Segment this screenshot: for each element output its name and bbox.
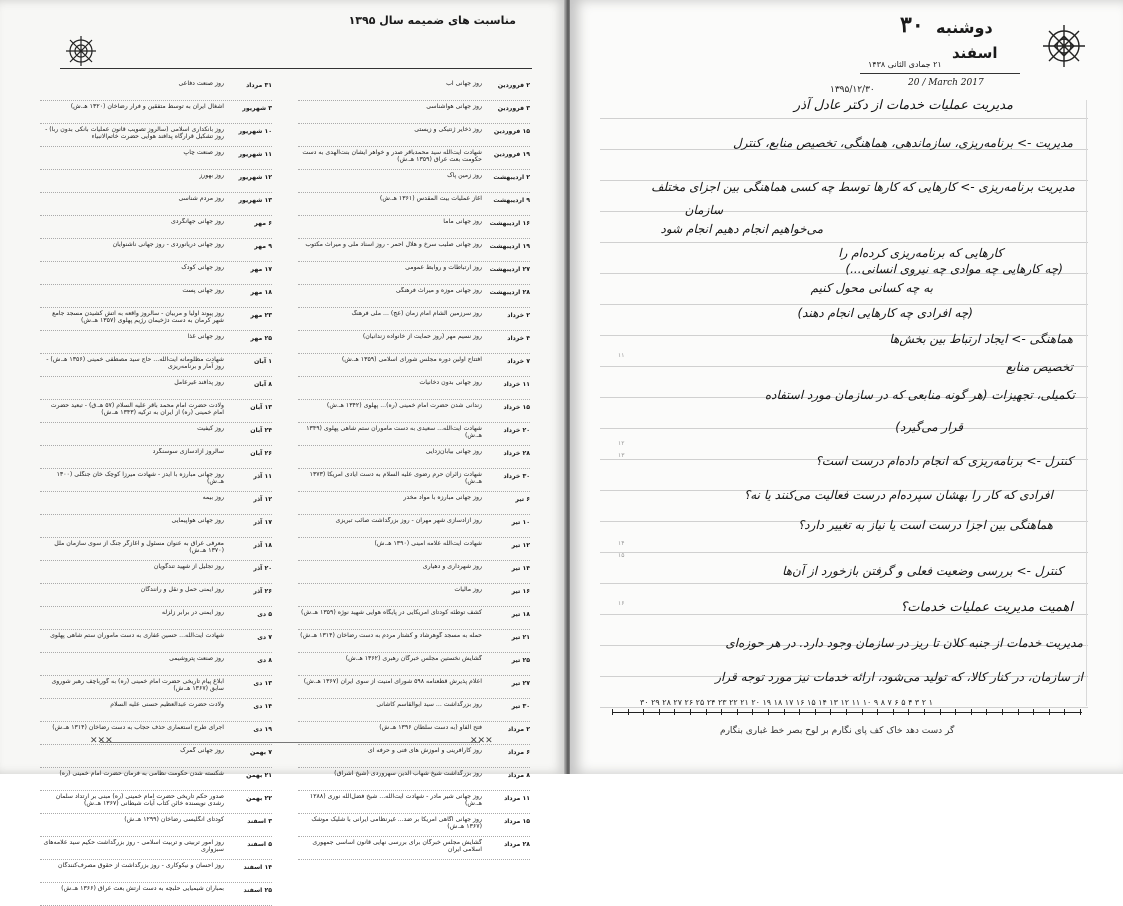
occasion-row <box>40 630 272 653</box>
handwritten-line: (چه افرادی چه کارهایی انجام دهند) <box>797 306 973 320</box>
occasion-row <box>40 170 272 193</box>
scale-tick <box>862 709 863 715</box>
ruled-line <box>600 552 1088 553</box>
occasion-title: شهادت آیت‌الله... حسین غفاری به دست مأموران ستم شاهی پهلوی <box>50 632 224 639</box>
occasion-date: ۷ دی <box>257 634 272 641</box>
handwritten-line: (چه کارهایی چه موادی چه نیروی انسانی...) <box>845 262 1063 276</box>
occasion-date: ۲۱ بهمن <box>246 772 272 779</box>
scale-tick <box>955 709 956 715</box>
occasion-row <box>40 676 272 699</box>
line-marker: ۱۱ <box>618 352 625 359</box>
occasion-row <box>298 676 530 699</box>
scale-tick <box>737 709 738 715</box>
occasion-title: روز جهانی دریانوردی - روز جهانی ناشنوایان <box>112 241 224 248</box>
handwritten-line: مدیریت خدمات از جنبه کلان تا ریز در سازمان وجود دارد. در هر حوزه‌ای <box>725 636 1083 650</box>
ornament-icon <box>64 34 98 68</box>
occasion-row <box>40 768 272 791</box>
handwritten-line: قرار می‌گیرد) <box>895 420 963 434</box>
handwritten-line: تکمیلی، تجهیزات (هر گونه منابعی که در سازمان مورد استفاده <box>764 388 1075 402</box>
occasion-date: ۳۰ تیر <box>511 703 530 710</box>
line-marker: ۱۲ <box>618 440 625 447</box>
ruled-line <box>600 428 1088 429</box>
occasion-date: ۱۷ مهر <box>250 266 272 273</box>
occasion-title: ولادت حضرت امام محمد باقر علیه السلام (۵۷ هـ.ق) - تبعید حضرت امام خمینی (ره) از ایران به ترکیه (۱۳۴۳ هـ.ش) <box>50 402 224 417</box>
occasion-date: ۷ بهمن <box>249 749 272 756</box>
occasion-row <box>298 216 530 239</box>
occasion-row <box>40 239 272 262</box>
handwritten-line: مدیریت عملیات خدمات از دکتر عادل آذر <box>793 98 1013 113</box>
occasion-date: ۲۳ مهر <box>250 312 272 319</box>
occasion-title: روز بانکداری اسلامی (سالروز تصویب قانون عملیات بانکی بدون ربا) - روز تشکیل قرارگاه پدافند هوایی حضرت خاتم‌الانبیاء <box>45 126 224 141</box>
scale-tick <box>971 709 972 715</box>
occasion-title: شهادت زائران حرم رضوی علیه السلام به دست ایادی آمریکا (۱۳۷۳ هـ.ش) <box>309 471 482 486</box>
occasion-title: روز جهانی هواشناسی <box>426 103 482 110</box>
occasion-title: روز پدافند غیرعامل <box>174 379 224 386</box>
handwritten-line: از سازمان، در کنار کالا، که تولید می‌شود، ارائه خدمات نیز مورد توجه قرار <box>715 670 1083 684</box>
occasion-date: ۱۰ شهریور <box>238 128 272 135</box>
line-marker: ۱۳ <box>618 452 625 459</box>
occasion-title: روز جهانی جهانگردی <box>170 218 224 225</box>
ruled-line <box>600 211 1088 212</box>
occasion-date: ۱۰ تیر <box>511 519 530 526</box>
occasion-date: ۲۵ تیر <box>511 657 530 664</box>
occasion-date: ۱۷ آذر <box>253 519 272 526</box>
occasion-title: کودتای انگلیسی رضاخان (۱۲۹۹ هـ.ش) <box>124 816 224 823</box>
occasion-date: ۱۵ خرداد <box>503 404 530 411</box>
occasion-title: روز جهانی مبارزه با ایدز - شهادت میرزا کوچک خان جنگلی (۱۳۰۰ هـ.ش) <box>56 471 224 486</box>
occasion-row <box>298 630 530 653</box>
occasion-row <box>298 837 530 860</box>
occasion-row <box>40 423 272 446</box>
occasion-title: روز مردم شناسی <box>178 195 224 202</box>
occasion-title: روز جهانی مبارزه با مواد مخدر <box>403 494 482 501</box>
handwritten-line: هماهنگی -> ایجاد ارتباط بین بخش‌ها <box>889 332 1073 346</box>
occasion-date: ۲ خرداد <box>507 312 530 319</box>
handwritten-line: کنترل -> بررسی وضعیت فعلی و گرفتن بازخورد از آن‌ها <box>782 564 1063 578</box>
scale-tick <box>721 709 722 715</box>
occasion-date: ۲ فروردین <box>497 82 530 89</box>
occasion-title: روز جهانی صلیب سرخ و هلال احمر - روز اسناد ملی و میراث مکتوب <box>305 241 482 248</box>
occasion-date: ۱۵ فروردین <box>493 128 530 135</box>
scale-tick <box>784 709 785 715</box>
header-rule <box>60 68 532 69</box>
occasion-row <box>40 308 272 331</box>
occasion-title: روز بزرگداشت ... سید ابوالقاسم کاشانی <box>376 701 482 708</box>
occasion-row <box>298 699 530 722</box>
occasion-title: روز بیمه <box>202 494 224 501</box>
scale-tick <box>908 709 909 715</box>
occasion-row <box>40 699 272 722</box>
occasion-date: ۲۷ تیر <box>511 680 530 687</box>
occasion-row <box>40 653 272 676</box>
occasion-title: روز تجلیل از شهید تندگویان <box>153 563 224 570</box>
handwritten-line: کارهایی که برنامه‌ریزی کرده‌ام را <box>838 246 1003 260</box>
handwritten-line: افرادی که کار را بهشان سپرده‌ام درست فعالیت می‌کنند یا نه؟ <box>743 488 1053 502</box>
occasion-date: ۲۱ تیر <box>511 634 530 641</box>
scale-tick <box>1049 709 1050 715</box>
occasion-row <box>298 308 530 331</box>
occasion-title: گشایش نخستین مجلس خبرگان رهبری (۱۳۶۲ هـ.ش) <box>345 655 482 662</box>
occasion-row <box>40 446 272 469</box>
occasion-row <box>40 193 272 216</box>
ruled-line <box>600 707 1088 708</box>
occasion-date: ۲۰ خرداد <box>503 427 530 434</box>
occasion-title: آغاز عملیات بیت المقدس (۱۳۶۱ هـ.ش) <box>379 195 482 202</box>
occasion-row <box>298 193 530 216</box>
ruled-line <box>600 583 1088 584</box>
occasion-date: ۲۴ آبان <box>250 427 272 434</box>
occasion-row <box>40 147 272 170</box>
occasion-title: روز مالیات <box>454 586 482 593</box>
month: اسفند <box>952 44 998 62</box>
occasion-date: ۱۹ دی <box>253 726 272 733</box>
occasion-title: روز جهانی گمرک <box>180 747 224 754</box>
occasion-date: ۶ مرداد <box>507 749 530 756</box>
occasion-date: ۱۸ آذر <box>253 542 272 549</box>
occasion-title: کشف توطئه کودتای آمریکایی در پایگاه هوایی شهید نوژه (۱۳۵۹ هـ.ش) <box>301 609 482 616</box>
occasion-title: بمباران شیمیایی حلبچه به دست ارتش بعث عراق (۱۳۶۶ هـ.ش) <box>61 885 224 892</box>
occasion-title: افتتاح اولین دوره مجلس شورای اسلامی (۱۳۵۹ هـ.ش) <box>341 356 482 363</box>
occasion-date: ۲۶ آبان <box>250 450 272 457</box>
occasion-date: ۲ مرداد <box>507 726 530 733</box>
occasion-row <box>298 400 530 423</box>
occasion-date: ۲ اردیبهشت <box>493 174 530 181</box>
scale-tick <box>706 709 707 715</box>
occasion-date: ۲۰ آذر <box>253 565 272 572</box>
occasion-title: روز ارتباطات و روابط عمومی <box>405 264 482 271</box>
occasion-row <box>40 400 272 423</box>
occasion-title: روز زمین پاک <box>447 172 482 179</box>
occasion-title: روز نسیم مهر (روز حمایت از خانواده زندانیان) <box>362 333 482 340</box>
occasion-date: ۲۲ بهمن <box>246 795 272 802</box>
occasion-title: روز کیفیت <box>197 425 224 432</box>
occasion-date: ۳ شهریور <box>242 105 272 112</box>
occasion-title: حمله به مسجد گوهرشاد و کشتار مردم به دست رضاخان (۱۳۱۴ هـ.ش) <box>300 632 482 639</box>
occasion-row <box>298 607 530 630</box>
line-marker: ۱۶ <box>618 600 625 607</box>
occasion-title: روز جهانی ماما <box>443 218 482 225</box>
occasion-title: روز جهانی بدون دخانیات <box>419 379 482 386</box>
scale-tick <box>1018 709 1019 715</box>
occasion-row <box>298 354 530 377</box>
occasion-row <box>298 377 530 400</box>
occasion-row <box>298 285 530 308</box>
scale-tick <box>1064 709 1065 715</box>
scale-tick <box>830 709 831 715</box>
occasion-row <box>298 653 530 676</box>
occasion-row <box>40 285 272 308</box>
occasion-date: ۱۹ فروردین <box>493 151 530 158</box>
occasion-date: ۲۸ خرداد <box>503 450 530 457</box>
occasion-title: شکسته شدن حکومت نظامی به فرمان حضرت امام خمینی (ره) <box>59 770 224 777</box>
footer-ornament-icon: ✕✕✕ <box>470 736 493 746</box>
occasion-row <box>298 147 530 170</box>
occasion-row <box>298 124 530 147</box>
occasion-title: روز جهانی غذا <box>187 333 224 340</box>
handwritten-line: سازمان <box>684 203 723 217</box>
occasion-row <box>40 354 272 377</box>
occasion-date: ۲۷ اردیبهشت <box>489 266 530 273</box>
scale-tick <box>659 709 660 715</box>
occasion-title: روز صنعت دفاعی <box>178 80 224 87</box>
occasion-row <box>40 515 272 538</box>
occasion-date: ۸ مرداد <box>507 772 530 779</box>
day-number: ۳۰ <box>900 12 924 38</box>
occasion-row <box>298 331 530 354</box>
occasion-title: ابلاغ پیام تاریخی حضرت امام خمینی (ره) به گورباچف رهبر شوروی سابق (۱۳۶۷ هـ.ش) <box>51 678 224 693</box>
occasion-row <box>298 561 530 584</box>
occasion-title: روز امور تربیتی و تربیت اسلامی - روز بزرگداشت حکیم سید علامه‌های سبزواری <box>43 839 224 854</box>
occasion-date: ۸ آبان <box>254 381 272 388</box>
occasion-date: ۲۶ آذر <box>253 588 272 595</box>
handwritten-line: می‌خواهیم انجام دهیم انجام شود <box>660 222 823 236</box>
occasion-row <box>298 78 530 101</box>
occasion-date: ۱۳ آبان <box>250 404 272 411</box>
occasion-title: روز جهانی آب <box>446 80 482 87</box>
scale-tick <box>815 709 816 715</box>
occasion-date: ۱۱ شهریور <box>238 151 272 158</box>
occasion-title: روز جهانی بیابان‌زدایی <box>425 448 482 455</box>
occasion-row <box>298 768 530 791</box>
occasion-date: ۳۱ مرداد <box>246 82 272 89</box>
scale-tick <box>986 709 987 715</box>
occasion-row <box>298 446 530 469</box>
occasion-title: فتح الفاو (به دست سلطان ۱۳۹۶ هـ.ش) <box>379 724 482 731</box>
scale-tick <box>690 709 691 715</box>
occasion-date: ۱۶ تیر <box>511 588 530 595</box>
occasion-title: روز احسان و نیکوکاری - روز بزرگداشت از حقوق مصرف‌کنندگان <box>58 862 224 869</box>
occasion-title: شهادت آیت‌الله سید محمدباقر صدر و خواهر ایشان بنت‌الهدی به دست حکومت بعث عراق (۱۳۵۹ هـ.ش) <box>302 149 482 164</box>
scale-tick <box>846 709 847 715</box>
handwritten-line: مدیریت برنامه‌ریزی -> کارهایی که کارها توسط چه کسی هماهنگی بین اجزای مختلف <box>651 180 1075 194</box>
scale-tick <box>643 709 644 715</box>
occasion-row <box>298 423 530 446</box>
occasion-title: روز بهورز <box>199 172 224 179</box>
occasion-title: روز کارآفرینی و آموزش های فنی و حرفه ای <box>367 747 482 754</box>
occasion-title: شهادت آیت‌الله... سعیدی به دست مأموران ستم شاهی پهلوی (۱۳۴۹ هـ.ش) <box>306 425 482 440</box>
left-page <box>0 0 566 894</box>
ornament-icon <box>1040 22 1088 70</box>
header-rule <box>860 73 1020 74</box>
scale-tick <box>752 709 753 715</box>
occasion-row <box>298 170 530 193</box>
occasion-row <box>40 262 272 285</box>
ruled-line <box>600 242 1088 243</box>
occasion-date: ۱۵ مرداد <box>504 818 530 825</box>
occasion-date: ۱۱ مرداد <box>504 795 530 802</box>
occasion-date: ۱۳ شهریور <box>238 197 272 204</box>
scale-rule <box>612 712 1082 713</box>
occasion-date: ۴ خرداد <box>507 335 530 342</box>
line-marker: ۱۵ <box>618 552 625 559</box>
occasion-date: ۱۲ آذر <box>253 496 272 503</box>
occasion-row <box>40 78 272 101</box>
occasion-title: روز ذخایر ژنتیکی و زیستی <box>414 126 482 133</box>
occasion-row <box>40 124 272 147</box>
weekday: دوشنبه <box>936 18 993 37</box>
occasion-title: شهادت مظلومانه آیت‌الله... حاج سید مصطفی خمینی (۱۳۵۶ هـ.ش) - روز آمار و برنامه‌ریزی <box>46 356 224 371</box>
scale-tick <box>768 709 769 715</box>
occasion-date: ۱۲ شهریور <box>238 174 272 181</box>
occasion-date: ۱۹ اردیبهشت <box>489 243 530 250</box>
occasion-row <box>298 515 530 538</box>
ruled-line <box>600 304 1088 305</box>
occasion-date: ۱۴ دی <box>253 703 272 710</box>
occasion-date: ۱۶ اردیبهشت <box>489 220 530 227</box>
occasion-title: اعلام پذیرش قطعنامه ۵۹۸ شورای امنیت از سوی ایران (۱۳۶۷ هـ.ش) <box>303 678 482 685</box>
occasion-row <box>298 791 530 814</box>
line-marker: ۱۴ <box>618 540 625 547</box>
occasion-row <box>40 883 272 906</box>
occasions-column-left <box>40 78 272 906</box>
occasion-row <box>298 538 530 561</box>
occasion-date: ۱۸ مهر <box>250 289 272 296</box>
scale-tick <box>940 709 941 715</box>
occasion-row <box>298 745 530 768</box>
footer-ornament-icon: ✕✕✕ <box>90 736 113 746</box>
occasion-date: ۱۱ خرداد <box>503 381 530 388</box>
occasion-title: اجرای طرح استعماری حذف حجاب به دست رضاخان (۱۳۱۴ هـ.ش) <box>52 724 224 731</box>
handwritten-line: کنترل -> برنامه‌ریزی که انجام داده‌ام درست است؟ <box>815 454 1073 468</box>
scale-tick <box>1080 709 1081 715</box>
hijri-date: ۲۱ جمادی الثانی ۱۴۳۸ <box>868 60 942 69</box>
occasion-title: روز پیوند اولیا و مربیان - سالروز واقعه به آتش کشیدن مسجد جامع شهر کرمان به دست دژخیمان رژیم پهلوی (۱۳۵۷ هـ.ش) <box>52 310 224 325</box>
occasion-title: روز صنعت پتروشیمی <box>169 655 224 662</box>
handwritten-line: تخصیص منابع <box>1005 360 1073 374</box>
line-number-strip: ۳۰ ۲۹ ۲۸ ۲۷ ۲۶ ۲۵ ۲۴ ۲۳ ۲۲ ۲۱ ۲۰ ۱۹ ۱۸ ۱۷ ۱۶ ۱۵ ۱۴ ۱۳ ۱۲ ۱۱ ۱۰ ۹ ۸ ۷ ۶ ۵ ۴ ۳ ۲ ۱ <box>640 698 933 707</box>
occasion-title: معرفی عراق به عنوان مسئول و آغازگر جنگ از سوی سازمان ملل (۱۳۷۰ هـ.ش) <box>54 540 224 555</box>
occasion-date: ۳۰ خرداد <box>503 473 530 480</box>
scale-tick <box>1033 709 1034 715</box>
scale-tick <box>877 709 878 715</box>
occasion-title: شهادت آیت‌الله علامه امینی (۱۳۹۰ هـ.ش) <box>374 540 482 547</box>
occasion-row <box>298 262 530 285</box>
occasion-row <box>40 216 272 239</box>
occasion-title: صدور حکم تاریخی حضرت امام خمینی (ره) مبنی بر ارتداد سلمان رشدی نویسنده خائن کتاب آیات شیطانی (۱۳۶۷ هـ.ش) <box>55 793 224 808</box>
footer-verse: گر دست دهد خاک کف پای نگارم بر لوح بصر خط غباری بنگارم <box>720 726 955 736</box>
occasion-row <box>40 814 272 837</box>
occasion-title: اشغال ایران به توسط متفقین و فرار رضاخان (۱۳۲۰ هـ.ش) <box>70 103 224 110</box>
scale-tick <box>924 709 925 715</box>
occasion-title: روز ایمنی در برابر زلزله <box>161 609 224 616</box>
occasion-title: روز جهانی آگاهی آمریکا بر ضد... غیرنظامی ایرانی با شلیک موشک (۱۳۶۷ هـ.ش) <box>311 816 482 831</box>
occasion-row <box>40 791 272 814</box>
occasion-row <box>40 745 272 768</box>
ruled-line <box>600 118 1088 119</box>
occasion-date: ۳ فروردین <box>497 105 530 112</box>
scale-tick <box>612 709 613 715</box>
occasion-row <box>40 101 272 124</box>
occasion-date: ۷ خرداد <box>507 358 530 365</box>
handwritten-line: هماهنگی بین اجزا درست است یا نیاز به تغییر دارد؟ <box>797 518 1053 532</box>
occasion-date: ۱۴ اسفند <box>243 864 272 871</box>
occasion-date: ۸ دی <box>257 657 272 664</box>
occasion-date: ۲۵ مهر <box>250 335 272 342</box>
occasion-title: روز ایمنی حمل و نقل و رانندگان <box>140 586 224 593</box>
occasion-title: گشایش مجلس خبرگان برای بررسی نهایی قانون اساسی جمهوری اسلامی ایران <box>312 839 482 854</box>
occasion-row <box>298 584 530 607</box>
handwritten-line: اهمیت مدیریت عملیات خدمات؟ <box>900 600 1073 615</box>
occasion-title: روز جهانی هواپیمایی <box>171 517 224 524</box>
occasion-title: روز جهانی پست <box>182 287 224 294</box>
occasion-date: ۳ اسفند <box>247 818 272 825</box>
occasion-date: ۱۲ تیر <box>511 542 530 549</box>
jalali-date: ۱۳۹۵/۱۲/۳۰ <box>830 85 875 95</box>
occasion-row <box>40 584 272 607</box>
occasion-title: روز جهانی موزه و میراث فرهنگی <box>395 287 482 294</box>
occasion-row <box>40 860 272 883</box>
occasion-title: زندانی شدن حضرت امام خمینی (ره)... پهلوی (۱۳۴۲ هـ.ش) <box>326 402 482 409</box>
scale-tick <box>628 709 629 715</box>
occasion-date: ۱ آبان <box>254 358 272 365</box>
occasion-date: ۵ دی <box>257 611 272 618</box>
occasion-row <box>40 837 272 860</box>
occasion-date: ۲۵ اسفند <box>243 887 272 894</box>
occasion-title: روز جهانی شیر مادر - شهادت آیت‌الله... شیخ فضل‌الله نوری (۱۲۸۸ هـ.ش) <box>309 793 482 808</box>
occasion-row <box>40 377 272 400</box>
occasion-date: ۱۱ آذر <box>253 473 272 480</box>
scale-tick <box>893 709 894 715</box>
occasion-date: ۶ تیر <box>515 496 530 503</box>
occasion-title: روز صنعت چاپ <box>183 149 224 156</box>
occasion-date: ۵ اسفند <box>247 841 272 848</box>
occasion-row <box>40 607 272 630</box>
gregorian-date: 20 / March 2017 <box>908 78 984 88</box>
occasion-date: ۱۴ تیر <box>511 565 530 572</box>
occasion-row <box>40 538 272 561</box>
occasion-row <box>40 331 272 354</box>
occasion-title: ولادت حضرت عبدالعظیم حسنی علیه السلام <box>110 701 224 708</box>
occasion-title: روز سرزمین الشام امام زمان (عج) ... ملی فرهنگ <box>351 310 482 317</box>
occasion-date: ۱۸ تیر <box>511 611 530 618</box>
occasion-row <box>298 469 530 492</box>
occasion-row <box>40 469 272 492</box>
scale-tick <box>674 709 675 715</box>
page-title: مناسبت های ضمیمه سال ۱۳۹۵ <box>348 14 516 27</box>
scale-tick <box>1002 709 1003 715</box>
occasion-row <box>298 101 530 124</box>
handwritten-line: مدیریت -> برنامه‌ریزی، سازماندهی، هماهنگی، تخصیص منابع، کنترل <box>733 136 1073 150</box>
occasion-title: روز بزرگداشت شیخ شهاب الدین سهروردی (شیخ اشراق) <box>334 770 482 777</box>
occasion-row <box>40 561 272 584</box>
occasion-row <box>298 814 530 837</box>
occasion-date: ۲۸ مرداد <box>504 841 530 848</box>
occasion-title: روز آزادسازی شهر مهران - روز بزرگداشت صائب تبریزی <box>335 517 482 524</box>
occasion-title: سالروز آزادسازی سوسنگرد <box>152 448 224 455</box>
occasion-row <box>298 492 530 515</box>
occasion-date: ۶ مهر <box>254 220 272 227</box>
occasion-row <box>298 239 530 262</box>
occasion-title: روز جهانی کودک <box>181 264 224 271</box>
handwritten-line: به چه کسانی محول کنیم <box>810 281 933 295</box>
occasion-title: روز شهرداری و دهیاری <box>422 563 482 570</box>
occasion-date: ۹ اردیبهشت <box>493 197 530 204</box>
margin-line <box>1086 100 1087 706</box>
scale-tick <box>799 709 800 715</box>
occasion-row <box>40 492 272 515</box>
occasion-date: ۹ مهر <box>254 243 272 250</box>
footer-rule <box>100 742 480 743</box>
occasion-date: ۱۳ دی <box>253 680 272 687</box>
occasion-date: ۲۸ اردیبهشت <box>489 289 530 296</box>
